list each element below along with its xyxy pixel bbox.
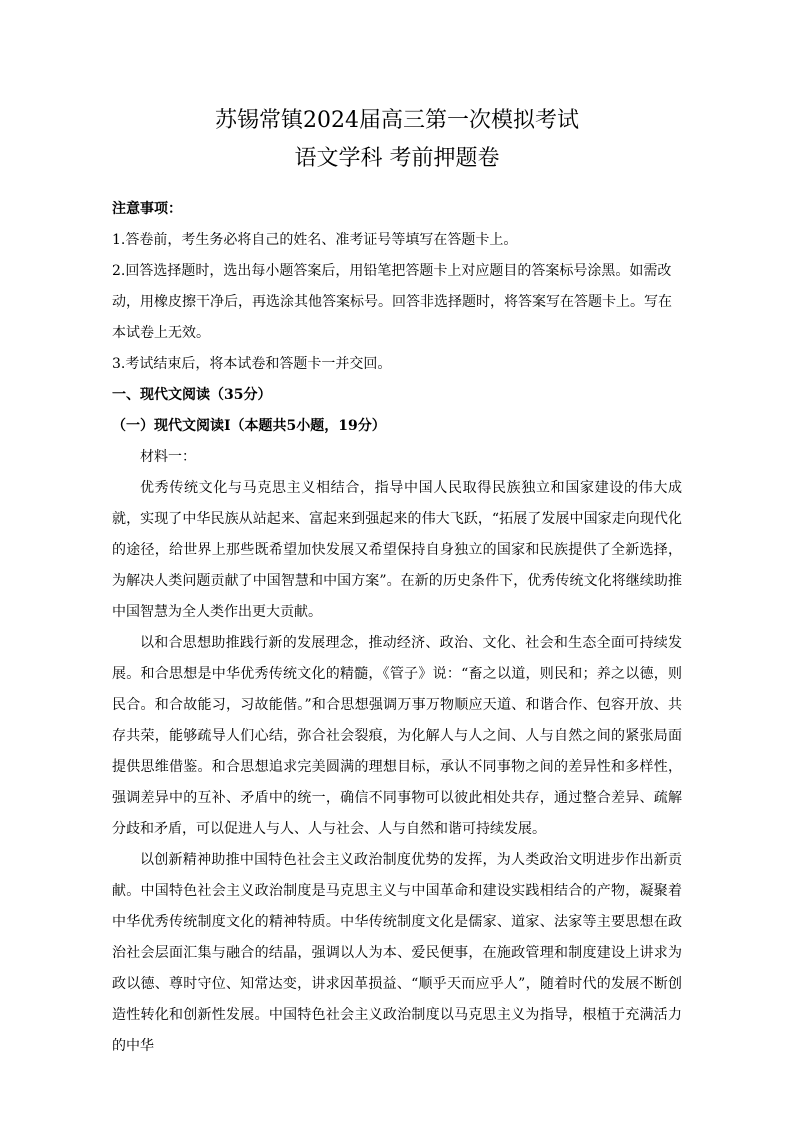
sub-section-heading: （一）现代文阅读Ⅰ（本题共5小题，19分） (112, 418, 386, 434)
material-paragraph-1: 优秀传统文化与马克思主义相结合，指导中国人民取得民族独立和国家建设的伟大成就，实现了中华民族从站起来、富起来到强起来的伟大飞跃，“拓展了发展中国家走向现代化的途径，给世界上那些既希望加快发展又希望保持自身独立的国家和民族提供了全新选择，为解决人类问题贡献了中国智慧和中国方案”。在新的历史条件下，优秀传统文化将继续助推中国智慧为全人类作出更大贡献。 (112, 480, 682, 620)
notice-item-2-line-b: 动，用橡皮擦干净后，再选涂其他答案标号。回答非选择题时，将答案写在答题卡上。写在 (112, 294, 672, 310)
notice-heading: 注意事项： (112, 201, 182, 217)
exam-subtitle: 语文学科 考前押题卷 (294, 146, 500, 171)
section-heading: 一、现代文阅读（35分） (112, 387, 272, 403)
notice-item-2-line-a: 2.回答选择题时，选出每小题答案后，用铅笔把答题卡上对应题目的答案标号涂黑。如需改 (112, 263, 672, 279)
notice-item-1: 1.答卷前，考生务必将自己的姓名、准考证号等填写在答题卡上。 (112, 232, 518, 248)
notice-item-3: 3.考试结束后，将本试卷和答题卡一并交回。 (112, 356, 392, 372)
section-reading (112, 380, 682, 1062)
material-paragraph-3: 以创新精神助推中国特色社会主义政治制度优势的发挥，为人类政治文明进步作出新贡献。中国特色社会主义政治制度是马克思主义与中国革命和建设实践相结合的产物，凝聚着中华优秀传统制度文化的精神特质。中华传统制度文化是儒家、道家、法家等主要思想在政治社会层面汇集与融合的结晶，强调以人为本、爱民便事，在施政管理和制度建设上讲求为政以德、尊时守位、知常达变，讲求因革损益、“顺乎天而应乎人”，随着时代的发展不断创造性转化和创新性发展。中国特色社会主义政治制度以马克思主义为指导，根植于充满活力的中华 (112, 852, 682, 1054)
material-paragraph-2: 以和合思想助推践行新的发展理念，推动经济、政治、文化、社会和生态全面可持续发展。和合思想是中华优秀传统文化的精髓，《管子》说：“畜之以道，则民和；养之以德，则民合。和合故能习，习故能偕。”和合思想强调万事万物顺应天道、和谐合作、包容开放、共存共荣，能够疏导人们心结，弥合社会裂痕，为化解人与人之间、人与自然之间的紧张局面提供思维借鉴。和合思想追求完美圆满的理想目标，承认不同事物之间的差异性和多样性，强调差异中的互补、矛盾中的统一，确信不同事物可以彼此相处共存，通过整合差异、疏解分歧和矛盾，可以促进人与人、人与社会、人与自然和谐可持续发展。 (112, 635, 682, 837)
exam-title: 苏锡常镇2024届高三第一次模拟考试 (215, 108, 579, 133)
notice-block (112, 194, 682, 380)
notice-item-2-line-c: 本试卷上无效。 (112, 325, 210, 341)
material-label: 材料一： (140, 449, 196, 465)
